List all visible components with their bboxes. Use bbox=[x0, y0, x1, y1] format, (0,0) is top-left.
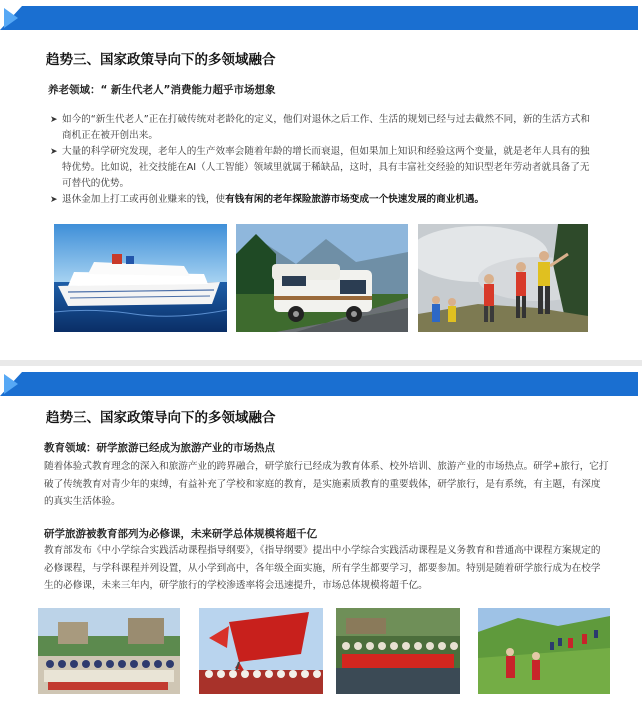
student-group-photo bbox=[38, 608, 180, 694]
cruise-ship-photo bbox=[54, 224, 227, 332]
slide-2-paragraph-1: 随着体验式教育理念的深入和旅游产业的跨界融合，研学旅行已经成为教育体系、校外培训、旅游产业的市场热点。研学+旅行，它打破了传统教育对青少年的束缚，有益补充了学校和家庭的教育，是实施素质教育的重要载体，研学旅行，是有系统，有主题，有深度的真实生活体验。 bbox=[44, 461, 609, 507]
meadow-hike-photo bbox=[478, 608, 610, 694]
slide-1-bullets bbox=[50, 112, 595, 208]
slide-2-subtitle-curriculum: 研学旅游被教育部列为必修课，未来研学总体规模将超千亿 bbox=[44, 528, 317, 540]
rv-camper-photo bbox=[236, 224, 408, 332]
slide-2 bbox=[0, 366, 642, 704]
banner-arrow-icon bbox=[4, 8, 18, 28]
banner-arrow-icon bbox=[4, 374, 18, 394]
red-flag-group-photo bbox=[199, 608, 323, 694]
bullet-item: ➤ 退休金加上打工或再创业赚来的钱，使有钱有闲的老年探险旅游市场变成一个快速发展的商业机遇。 bbox=[50, 192, 595, 208]
bullet-item: ➤ 大量的科学研究发现，老年人的生产效率会随着年龄的增长而衰退，但如果加上知识和经验这两个变量，就是老年人具有的独特优势。比如说，社交技能在AI（人工智能）领域里就属于稀缺品，这时，具有丰富社交经验的知识型老年劳动者就具备了无可替代的优势。 bbox=[50, 146, 590, 189]
banner-group-photo bbox=[336, 608, 460, 694]
slide-2-subtitle-education: 教育领域：研学旅游已经成为旅游产业的市场热点 bbox=[44, 442, 275, 454]
slide-1-header-banner bbox=[0, 6, 638, 30]
bullet-item: ➤ 如今的“新生代老人”正在打破传统对老龄化的定义，他们对退休之后工作、生活的规划已经与过去截然不同，新的生活方式和商机正在被开创出来。 bbox=[50, 114, 591, 141]
slide-1-title: 趋势三、国家政策导向下的多领域融合 bbox=[46, 52, 276, 68]
slide-1-subtitle: 养老领域：“ 新生代老人”消费能力超乎市场想象 bbox=[48, 84, 276, 96]
bullet-arrow-icon: ➤ bbox=[50, 147, 58, 157]
bullet-arrow-icon: ➤ bbox=[50, 195, 58, 205]
slide-2-header-banner bbox=[0, 372, 638, 396]
slide-2-title: 趋势三、国家政策导向下的多领域融合 bbox=[46, 410, 276, 426]
slide-2-paragraph-2: 教育部发布《中小学综合实践活动课程指导纲要》，《指导纲要》提出中小学综合实践活动课程是义务教育和普通高中课程方案规定的必修课程，与学科课程并列设置，从小学到高中，各年级全面实施，所有学生都要学习，都要参加。特别是随着研学旅行成为在校学生的必修课，未来三年内，研学旅行的学校渗透率将会迅速提升，市场总体规模将超千亿。 bbox=[44, 545, 601, 591]
senior-hikers-photo bbox=[418, 224, 588, 332]
bullet-arrow-icon: ➤ bbox=[50, 115, 58, 125]
